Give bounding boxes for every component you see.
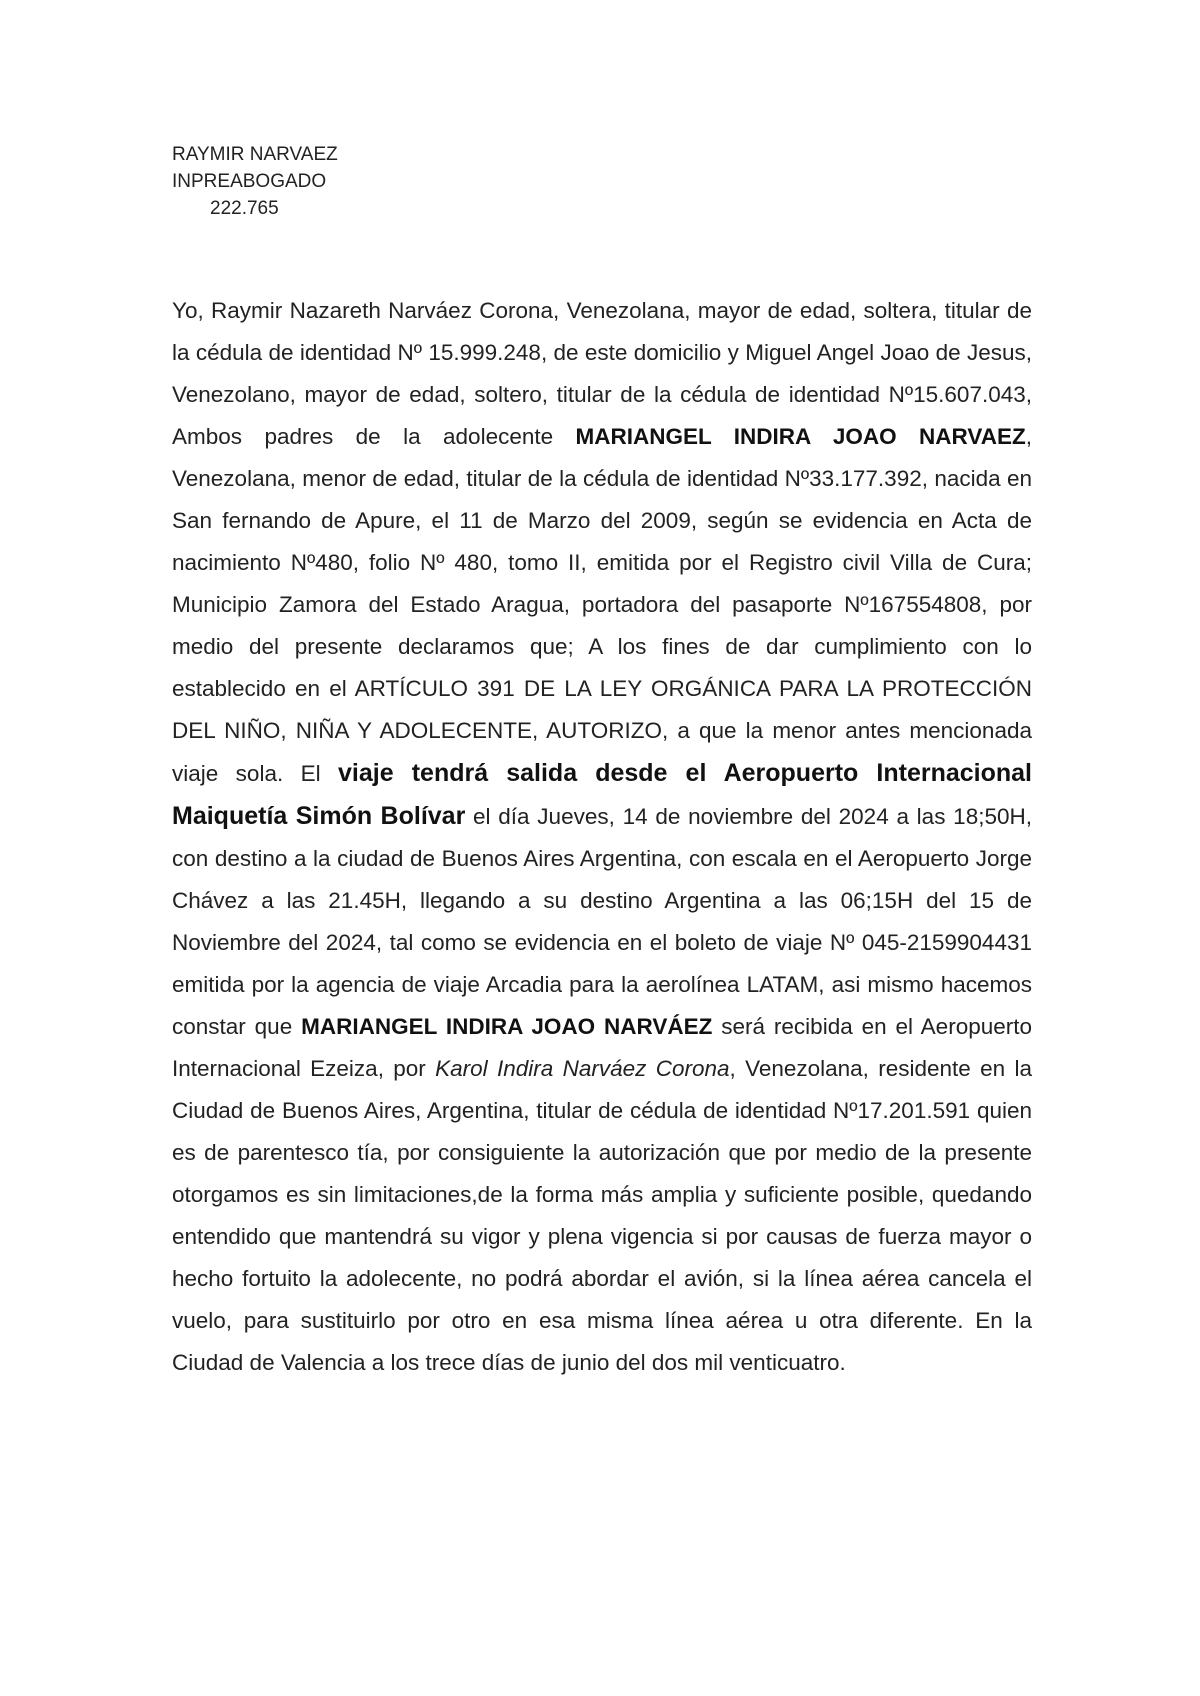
minor-name-bold: MARIANGEL INDIRA JOAO NARVAEZ [575,424,1026,449]
text-segment: será recibida en el Aeropuerto Internacional Ezeiza, por [172,1014,1033,1081]
text-segment: , Venezolana, residente en la Ciudad de Buenos Aires, Argentina, titular de cédula de identidad Nº17.201.591 quien es de parentesco tía, por consiguiente la autorización que por medio de la presente otorgamos es sin limitaciones,de la forma más amplia y suficiente posible, quedando entendido que mantendrá su vigor y plena vigencia si por causas de fuerza mayor o hecho fortuito la adolecente, no podrá abordar el avión, si la línea aérea cancela el vuelo, para sustituirlo por otro en esa misma línea aérea u otra diferente. En la Ciudad de Valencia a los trece días de junio del dos mil venticuatro. [172,1056,1033,1375]
text-segment: , Venezolana, menor de edad, titular de la cédula de identidad Nº33.177.392, nacida en San fernando de Apure, el 11 de Marzo del 2009, según se evidencia en Acta de nacimiento Nº480, folio Nº 480, tomo II, emitida por el Registro civil Villa de Cura; Municipio Zamora del Estado Aragua, portadora del pasaporte Nº167554808, por medio del presente declaramos que; A los fines de dar cumplimiento con lo establecido en el ARTÍCULO 391 DE LA LEY ORGÁNICA PARA LA PROTECCIÓN DEL NIÑO, NIÑA Y ADOLECENTE, AUTORIZO, a que la menor antes mencionada viaje sola. El [172,424,1032,786]
receiver-name-italic: Karol Indira Narváez Corona [435,1056,730,1081]
minor-full-name-bold: MARIANGEL INDIRA JOAO NARVÁEZ [301,1014,713,1039]
registration-number: 222.765 [210,198,279,219]
authorization-paragraph [172,290,1032,1384]
text-segment: el día Jueves, 14 de noviembre del 2024 a las 18;50H, con destino a la ciudad de Buenos Aires Argentina, con escala en el Aeropuerto Jorge Chávez a las 21.45H, llegando a su destino Argentina a las 06;15H del 15 de Noviembre del 2024, tal como se evidencia en el boleto de viaje Nº 045-2159904431 emitida por la agencia de viaje Arcadia para la aerolínea LATAM, asi mismo hacemos constar que [172,804,1032,1039]
departure-airport-bold: viaje tendrá salida desde el Aeropuerto Internacional Maiquetía Simón Bolívar [172,759,1032,830]
lawyer-title: INPREABOGADO [172,171,327,192]
lawyer-name: RAYMIR NARVAEZ [172,144,338,165]
letterhead [172,141,338,222]
text-segment: Yo, Raymir Nazareth Narváez Corona, Venezolana, mayor de edad, soltera, titular de la cédula de identidad Nº 15.999.248, de este domicilio y Miguel Angel Joao de Jesus, Venezolano, mayor de edad, soltero, titular de la cédula de identidad Nº15.607.043, Ambos padres de la adolecente [172,298,1032,449]
